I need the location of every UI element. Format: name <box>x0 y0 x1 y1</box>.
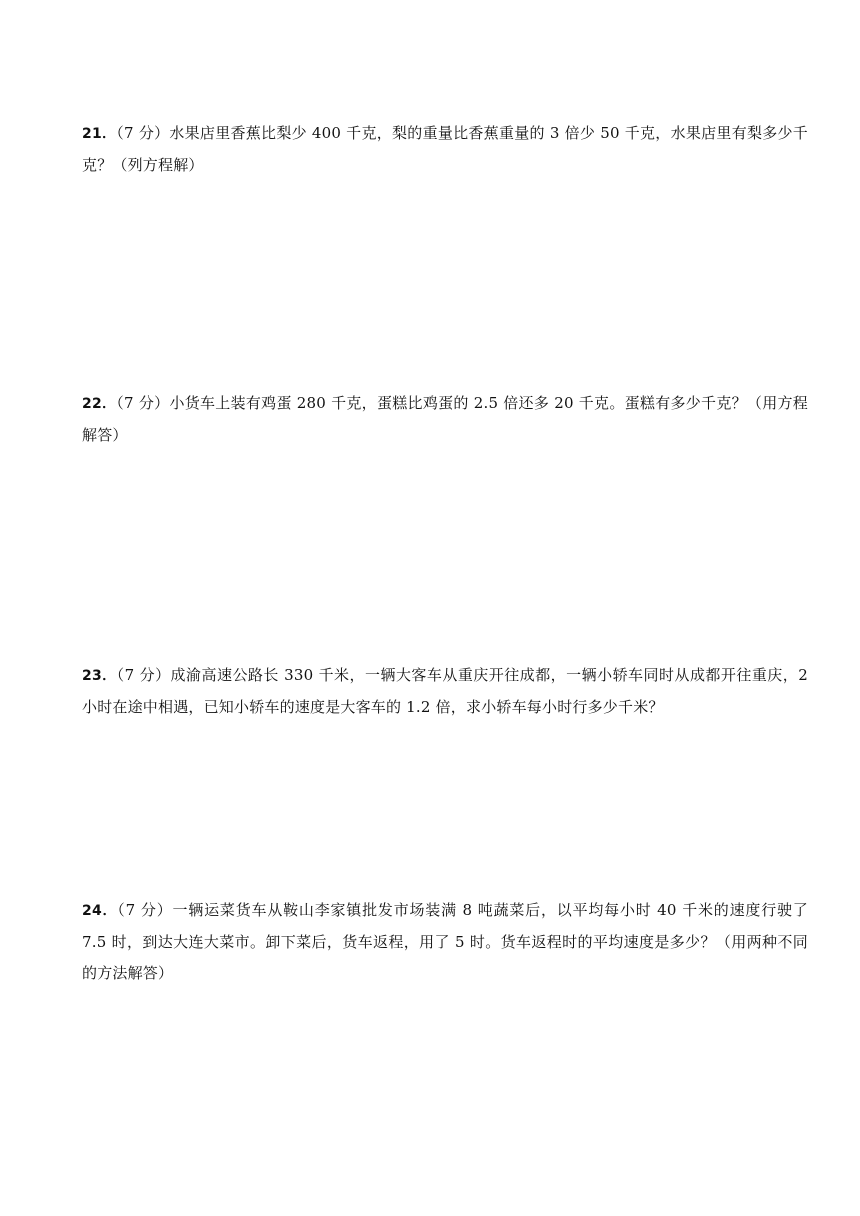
question-points: （7 分） <box>116 394 170 412</box>
question-text: 一辆运菜货车从鞍山李家镇批发市场装满 8 吨蔬菜后，以平均每小时 40 千米的速度行驶了 7.5 时，到达大连大菜市。卸下菜后，货车返程，用了 5 时。货车返程时的平均速度是多少？（用两种不同的方法解答） <box>82 901 809 982</box>
question-23 <box>82 660 808 723</box>
question-text: 水果店里香蕉比梨少 400 千克，梨的重量比香蕉重量的 3 倍少 50 千克，水果店里有梨多少千克？（列方程解） <box>82 124 808 174</box>
question-points: （7 分） <box>117 901 173 919</box>
question-text: 成渝高速公路长 330 千米，一辆大客车从重庆开往成都，一辆小轿车同时从成都开往重庆，2 小时在途中相遇，已知小轿车的速度是大客车的 1.2 倍，求小轿车每小时行多少千米？ <box>82 666 808 716</box>
question-21 <box>82 118 808 181</box>
question-points: （7 分） <box>116 666 171 684</box>
question-number: 22． <box>82 396 117 412</box>
question-22 <box>82 388 808 451</box>
question-text: 小货车上装有鸡蛋 280 千克，蛋糕比鸡蛋的 2.5 倍还多 20 千克。蛋糕有多少千克？（用方程解答） <box>82 394 808 444</box>
question-number: 21． <box>82 126 117 142</box>
question-24 <box>82 895 808 989</box>
question-number: 24． <box>82 903 118 919</box>
question-points: （7 分） <box>116 124 170 142</box>
question-number: 23． <box>82 668 117 684</box>
